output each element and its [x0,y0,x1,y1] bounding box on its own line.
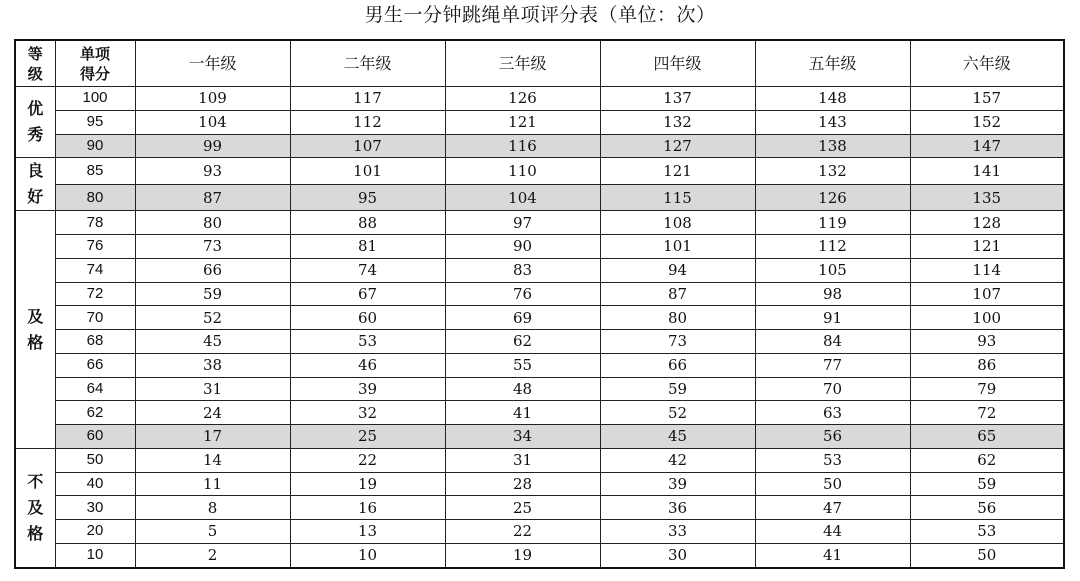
header-row [15,40,1064,87]
score-cell: 50 [55,448,135,472]
value-cell: 8 [135,496,290,520]
score-cell: 95 [55,110,135,134]
score-cell: 10 [55,543,135,567]
value-cell: 108 [600,211,755,235]
level-char: 不 [27,471,44,491]
level-cell [15,448,55,567]
table-row [15,401,1064,425]
score-cell: 62 [55,401,135,425]
value-cell: 62 [910,448,1064,472]
grade-header-4: 四年级 [600,40,755,87]
value-cell: 32 [290,401,445,425]
value-cell: 77 [755,353,910,377]
value-cell: 19 [445,543,600,567]
value-cell: 104 [135,110,290,134]
value-cell: 22 [445,520,600,544]
value-cell: 121 [910,235,1064,259]
value-cell: 24 [135,401,290,425]
value-cell: 59 [600,377,755,401]
table-row [15,158,1064,185]
value-cell: 117 [290,87,445,111]
value-cell: 116 [445,134,600,158]
value-cell: 62 [445,330,600,354]
score-cell: 70 [55,306,135,330]
score-header-line2: 得分 [79,64,110,83]
score-cell: 80 [55,184,135,211]
value-cell: 135 [910,184,1064,211]
table-row [15,184,1064,211]
value-cell: 41 [445,401,600,425]
table-row [15,496,1064,520]
value-cell: 104 [445,184,600,211]
value-cell: 80 [600,306,755,330]
value-cell: 81 [290,235,445,259]
value-cell: 14 [135,448,290,472]
value-cell: 73 [600,330,755,354]
value-cell: 56 [755,425,910,449]
value-cell: 70 [755,377,910,401]
value-cell: 105 [755,258,910,282]
value-cell: 41 [755,543,910,567]
value-cell: 88 [290,211,445,235]
value-cell: 112 [290,110,445,134]
value-cell: 127 [600,134,755,158]
table-body [15,87,1064,568]
value-cell: 80 [135,211,290,235]
value-cell: 25 [445,496,600,520]
score-cell: 30 [55,496,135,520]
value-cell: 119 [755,211,910,235]
value-cell: 107 [290,134,445,158]
score-cell: 60 [55,425,135,449]
value-cell: 99 [135,134,290,158]
score-cell: 66 [55,353,135,377]
table-row [15,306,1064,330]
value-cell: 112 [755,235,910,259]
value-cell: 22 [290,448,445,472]
score-column-header [55,40,135,87]
value-cell: 69 [445,306,600,330]
value-cell: 143 [755,110,910,134]
value-cell: 31 [445,448,600,472]
score-header-line1: 单项 [79,44,110,63]
value-cell: 11 [135,472,290,496]
value-cell: 115 [600,184,755,211]
level-cell [15,87,55,158]
level-char: 格 [27,332,44,352]
level-header-line2: 级 [27,64,43,83]
value-cell: 66 [600,353,755,377]
value-cell: 83 [445,258,600,282]
score-cell: 40 [55,472,135,496]
value-cell: 50 [755,472,910,496]
table-row [15,353,1064,377]
level-char: 格 [27,523,44,543]
level-cell [15,211,55,449]
value-cell: 76 [445,282,600,306]
grade-header-6: 六年级 [910,40,1064,87]
value-cell: 98 [755,282,910,306]
value-cell: 86 [910,353,1064,377]
level-char: 及 [27,306,44,326]
value-cell: 132 [600,110,755,134]
table-row [15,282,1064,306]
score-cell: 90 [55,134,135,158]
table-row [15,134,1064,158]
value-cell: 110 [445,158,600,185]
value-cell: 121 [600,158,755,185]
value-cell: 52 [135,306,290,330]
value-cell: 126 [755,184,910,211]
value-cell: 148 [755,87,910,111]
value-cell: 56 [910,496,1064,520]
level-char: 及 [27,497,44,517]
value-cell: 137 [600,87,755,111]
value-cell: 45 [135,330,290,354]
value-cell: 53 [290,330,445,354]
value-cell: 44 [755,520,910,544]
value-cell: 114 [910,258,1064,282]
table-row [15,211,1064,235]
value-cell: 152 [910,110,1064,134]
value-cell: 60 [290,306,445,330]
grade-header-1: 一年级 [135,40,290,87]
grade-header-5: 五年级 [755,40,910,87]
value-cell: 91 [755,306,910,330]
table-row [15,448,1064,472]
value-cell: 59 [135,282,290,306]
value-cell: 65 [910,425,1064,449]
value-cell: 30 [600,543,755,567]
value-cell: 141 [910,158,1064,185]
value-cell: 66 [135,258,290,282]
value-cell: 39 [600,472,755,496]
value-cell: 47 [755,496,910,520]
value-cell: 38 [135,353,290,377]
grade-header-2: 二年级 [290,40,445,87]
value-cell: 25 [290,425,445,449]
score-cell: 76 [55,235,135,259]
value-cell: 67 [290,282,445,306]
value-cell: 59 [910,472,1064,496]
value-cell: 42 [600,448,755,472]
score-cell: 100 [55,87,135,111]
page-title: 男生一分钟跳绳单项评分表（单位：次） [364,4,716,26]
table-row [15,258,1064,282]
value-cell: 107 [910,282,1064,306]
value-cell: 132 [755,158,910,185]
value-cell: 50 [910,543,1064,567]
value-cell: 101 [600,235,755,259]
value-cell: 33 [600,520,755,544]
value-cell: 17 [135,425,290,449]
value-cell: 36 [600,496,755,520]
value-cell: 128 [910,211,1064,235]
value-cell: 28 [445,472,600,496]
value-cell: 16 [290,496,445,520]
table-row [15,87,1064,111]
value-cell: 31 [135,377,290,401]
value-cell: 2 [135,543,290,567]
table-row [15,110,1064,134]
value-cell: 126 [445,87,600,111]
value-cell: 121 [445,110,600,134]
level-column-header [15,40,55,87]
value-cell: 55 [445,353,600,377]
value-cell: 95 [290,184,445,211]
score-cell: 64 [55,377,135,401]
scoring-table [14,39,1065,569]
value-cell: 147 [910,134,1064,158]
level-cell [15,158,55,211]
value-cell: 72 [910,401,1064,425]
level-header-line1: 等 [27,44,43,63]
value-cell: 46 [290,353,445,377]
value-cell: 52 [600,401,755,425]
value-cell: 53 [755,448,910,472]
table-row [15,377,1064,401]
value-cell: 34 [445,425,600,449]
score-cell: 20 [55,520,135,544]
score-cell: 72 [55,282,135,306]
value-cell: 79 [910,377,1064,401]
score-cell: 74 [55,258,135,282]
value-cell: 5 [135,520,290,544]
table-row [15,520,1064,544]
value-cell: 45 [600,425,755,449]
score-cell: 68 [55,330,135,354]
value-cell: 87 [135,184,290,211]
value-cell: 100 [910,306,1064,330]
score-cell: 85 [55,158,135,185]
value-cell: 138 [755,134,910,158]
value-cell: 97 [445,211,600,235]
value-cell: 93 [910,330,1064,354]
value-cell: 10 [290,543,445,567]
value-cell: 101 [290,158,445,185]
level-char: 好 [27,187,44,207]
value-cell: 157 [910,87,1064,111]
table-row [15,425,1064,449]
table-row [15,543,1064,567]
value-cell: 73 [135,235,290,259]
value-cell: 53 [910,520,1064,544]
value-cell: 109 [135,87,290,111]
level-char: 良 [27,161,44,181]
value-cell: 63 [755,401,910,425]
value-cell: 87 [600,282,755,306]
value-cell: 94 [600,258,755,282]
table-row [15,472,1064,496]
value-cell: 74 [290,258,445,282]
value-cell: 93 [135,158,290,185]
level-char: 优 [27,99,44,119]
value-cell: 84 [755,330,910,354]
level-char: 秀 [27,125,44,145]
value-cell: 19 [290,472,445,496]
value-cell: 48 [445,377,600,401]
value-cell: 13 [290,520,445,544]
value-cell: 39 [290,377,445,401]
table-row [15,235,1064,259]
score-cell: 78 [55,211,135,235]
grade-header-3: 三年级 [445,40,600,87]
table-row [15,330,1064,354]
value-cell: 90 [445,235,600,259]
